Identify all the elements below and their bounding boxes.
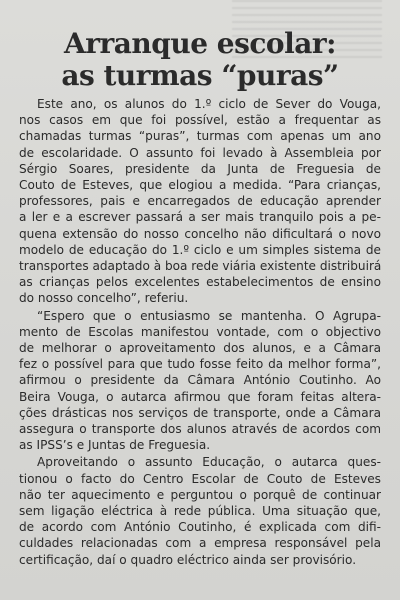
article-line: modelo de educação do 1.º ciclo e um simples sistema de <box>19 242 381 257</box>
article-line: a ler e a escrever passará a ser mais tranquilo pois a pe- <box>19 210 381 225</box>
article-line: fez o possível para que tudo fosse feito da melhor forma”, <box>19 357 381 372</box>
article-line: de acordo com António Coutinho, é explicada com difi- <box>19 520 381 535</box>
article-line: de escolaridade. O assunto foi levado à Assembleia por <box>19 145 381 160</box>
article-line: afirmou o presidente da Câmara António Coutinho. Ao <box>19 373 381 388</box>
headline-line-1: Arranque escolar: <box>64 27 336 60</box>
article-line: ções drásticas nos serviços de transporte, onde a Câmara <box>19 405 381 420</box>
article-line: culdades relacionadas com a empresa responsável pela <box>19 536 381 551</box>
article-line: nos casos em que foi possível, estão a frequentar as <box>19 113 381 128</box>
article-line: Couto de Esteves, que elogiou a medida. “Para crianças, <box>19 178 381 193</box>
article-line: Sérgio Soares, presidente da Junta de Freguesia de <box>19 161 381 176</box>
article-line: as IPSS’s e Juntas de Freguesia. <box>19 438 211 453</box>
article-line: sem ligação eléctrica à rede pública. Uma situação que, <box>19 504 381 519</box>
article-paragraph <box>19 96 381 307</box>
article-paragraph <box>19 454 381 567</box>
article-line: as crianças pelos excelentes estabelecimentos de ensino <box>19 275 381 290</box>
article-line: mento de Escolas manifestou vontade, com o objectivo <box>19 324 381 339</box>
article-line: Beira Vouga, o autarca afirmou que foram feitas altera- <box>19 389 381 404</box>
article-line: professores, pais e encarregados de educação aprender <box>19 194 381 209</box>
article-line: chamadas turmas “puras”, turmas com apenas um ano <box>19 129 381 144</box>
article-line: tionou o facto do Centro Escolar de Couto de Esteves <box>19 471 381 486</box>
headline-line-2: as turmas “puras” <box>61 59 339 92</box>
article-line: Este ano, os alunos do 1.º ciclo de Sever do Vouga, <box>37 97 381 111</box>
article-line: “Espero que o entusiasmo se mantenha. O Agrupa- <box>37 308 381 323</box>
article-line: transportes adaptado à boa rede viária existente distribuirá <box>19 259 382 274</box>
article-line: quena extensão do nosso concelho não dificultará o novo <box>19 226 381 241</box>
article-line: Aproveitando o assunto Educação, o autarca ques- <box>37 455 381 470</box>
article-line: de melhorar o aproveitamento dos alunos, e a Câmara <box>19 341 381 356</box>
article-line: assegura o transporte dos alunos através de acordos com <box>19 422 381 437</box>
article-line: certificação, daí o quadro eléctrico ainda ser provisório. <box>19 552 357 567</box>
article-paragraph <box>19 308 381 454</box>
article-line: não ter aquecimento e perguntou o porquê de continuar <box>19 487 381 502</box>
article-body <box>19 96 381 568</box>
article-line: do nosso concelho”, referiu. <box>19 291 189 306</box>
